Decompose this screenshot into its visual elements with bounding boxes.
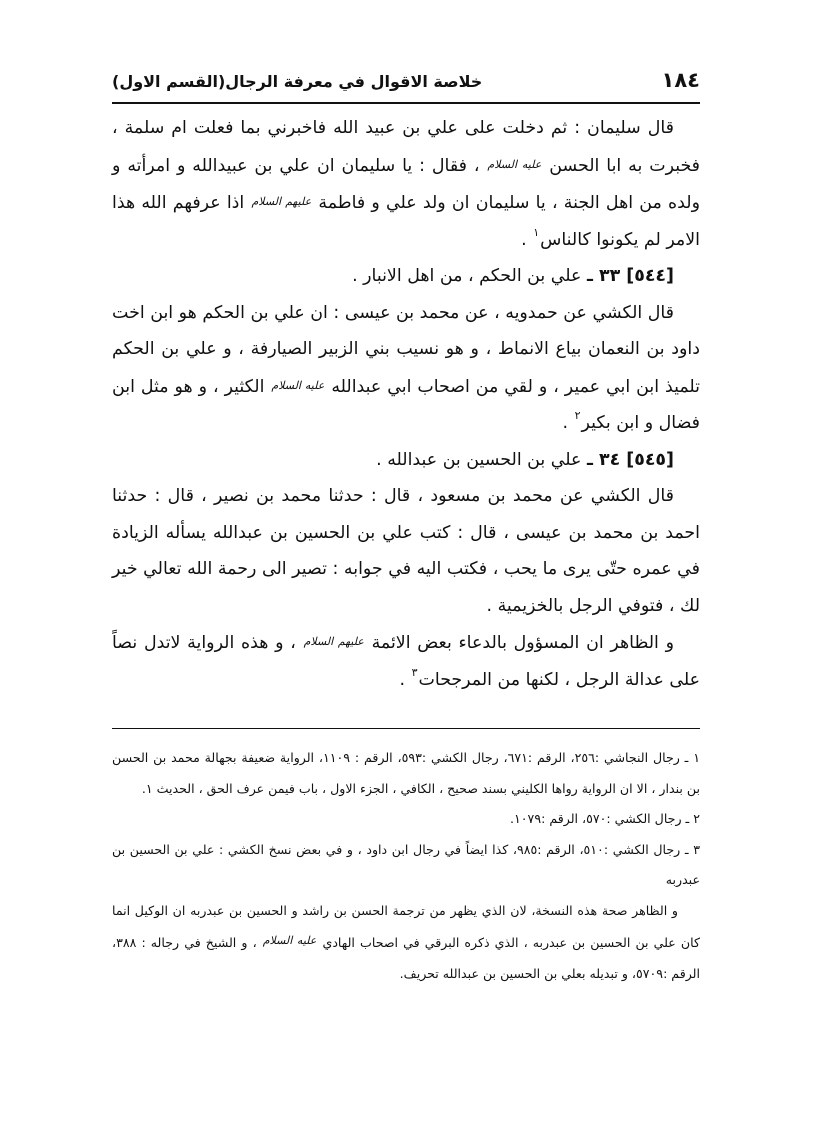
entry-name: علي بن الحسين بن عبدالله . <box>376 449 582 470</box>
page-number: ١٨٤ <box>661 68 700 92</box>
footnote-ref-2: ٢ <box>574 409 581 422</box>
paragraph-1 <box>112 110 700 258</box>
paragraph-1-text-a: قال سليمان : ثم دخلت على علي بن عبيد الله فاخبرني بما فعلت ام سلمة ، فخبرت به ابا الحسن <box>112 118 700 176</box>
footnote-divider <box>112 728 700 729</box>
entry-name: علي بن الحكم ، من اهل الانبار . <box>352 266 582 286</box>
paragraph-4 <box>112 624 700 698</box>
paragraph-2-end: . <box>562 413 569 433</box>
footnote-ref-1: ١ <box>533 225 540 239</box>
honorific-mark: عليهم السلام <box>303 635 364 648</box>
footnote-2: ٢ ـ رجال الكشي :٥٧٠، الرقم :١٠٧٩. <box>510 811 700 826</box>
paragraph-3: قال الكشي عن محمد بن مسعود ، قال : حدثنا محمد بن نصير ، قال : حدثنا احمد بن محمد بن عيسى ، قال : كتب علي بن الحسين بن عبدالله يسأله الزيادة في عمره حتّى يرى ما يحب ، فكتب اليه في جوابه : تصير الى رحمة الله تعالي خير لك ، فتوفي الرجل بالخزيمية . <box>112 486 700 616</box>
paragraph-4-text-b: ، و هذه الرواية لاتدل نصاً على عدالة الرجل ، لكنها من المرجحات <box>112 633 700 690</box>
honorific-mark: عليه السلام <box>262 934 317 947</box>
entry-heading-545 <box>112 442 700 479</box>
paragraph-1-text-b: ، فقال : يا سليمان ان علي بن عبيدالله و امرأته و ولده من اهل الجنة ، يا سليمان ان ولد علي و فاطمة <box>112 155 700 213</box>
footnote-ref-3: ٣ <box>411 665 418 679</box>
paragraph-2-text-b: الكثير ، و هو مثل ابن فضال و ابن بكير <box>112 376 700 433</box>
paragraph-2-text-a: قال الكشي عن حمدويه ، عن محمد بن عيسى : ان علي بن الحكم هو ابن اخت داود بن النعمان بياع الانماط ، و هو نسيب بني الزبير الصيارفة ، و علي بن الحكم تلميذ ابن ابي عمير ، و لقي من اصحاب ابي عبدالله <box>112 302 701 397</box>
footnote-1: ١ ـ رجال النجاشي :٢٥٦، الرقم :٦٧١، رجال الكشي :٥٩٣، الرقم : ١١٠٩، الرواية ضعيفة بجهالة محمد بن الحسن بن بندار ، الا ان الرواية رواها الكليني بسند صحيح ، الكافي ، الجزء الاول ، باب فيمن عرف الحق ، الحديث ١. <box>112 750 700 796</box>
entry-number: [٥٤٥] ٣٤ ـ <box>586 449 674 470</box>
footnotes <box>112 743 700 989</box>
honorific-mark: عليهم السلام <box>251 195 312 208</box>
entry-number: [٥٤٤] ٣٣ ـ <box>586 266 674 286</box>
footnote-3: ٣ ـ رجال الكشي :٥١٠، الرقم :٩٨٥، كذا ايضاً في رجال ابن داود ، و في بعض نسخ الكشي : علي بن الحسين بن عبدربه <box>112 841 700 887</box>
paragraph-1-text-c: اذا عرفهم الله هذا الامر لم يكونوا كالناس <box>112 193 700 250</box>
honorific-mark: عليه السلام <box>487 157 542 171</box>
paragraph-4-text-a: و الظاهر ان المسؤول بالدعاء بعض الائمة <box>371 633 674 653</box>
running-title: خلاصة الاقوال في معرفة الرجال(القسم الاول) <box>112 72 483 91</box>
running-header <box>112 68 700 102</box>
header-divider <box>112 102 700 104</box>
footnote-3-text-c: ، و الشيخ في رجاله : ٣٨٨، الرقم :٥٧٠٩، و تبديله بعلي بن الحسين بن عبدالله تحريف. <box>112 935 700 981</box>
entry-heading-544 <box>112 258 700 295</box>
honorific-mark: عليه السلام <box>271 378 325 392</box>
paragraph-4-end: . <box>399 669 406 690</box>
footnote-3-text-b: و الظاهر صحة هذه النسخة، لان الذي يظهر من ترجمة الحسن بن راشد و الحسين بن عبدربه ان الوكيل انما كان علي بن الحسين بن عبدربه ، الذي ذكره البرقي في اصحاب الهادي <box>112 902 700 950</box>
paragraph-1-end: . <box>521 229 527 250</box>
footnote-3-continued <box>112 896 700 990</box>
paragraph-2 <box>112 295 700 442</box>
book-page <box>112 68 700 989</box>
main-text <box>112 110 700 698</box>
